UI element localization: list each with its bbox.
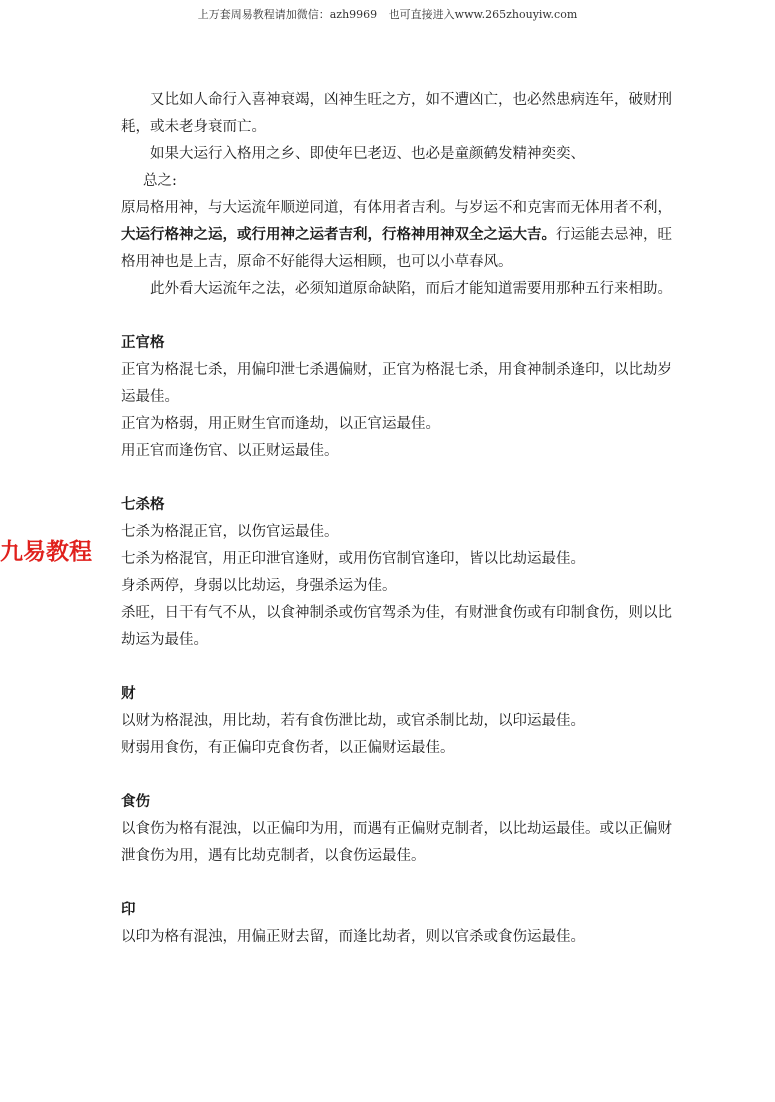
section-line: 身杀两停，身弱以比劫运，身强杀运为佳。 — [121, 578, 397, 594]
intro-paragraph-2: 如果大运行入格用之乡、即使年巳老迈、也必是童颜鹤发精神奕奕、 — [150, 146, 585, 162]
intro-p4-start: 原局格用神，与大运流年顺逆同道，有体用者吉利。与岁运不和克害而无体用者不利， — [121, 200, 672, 216]
section-line: 以印为格有混浊，用偏正财去留，而逢比劫者，则以官杀或食伤运最佳。 — [121, 929, 585, 945]
document-body — [121, 87, 677, 951]
section-line: 以食伤为格有混浊，以正偏印为用，而遇有正偏财克制者，以比劫运最佳。或以正偏财泄食伤为用，遇有比劫克制者，以食伤运最佳。 — [121, 821, 672, 864]
section-line: 用正官而逢伤官、以正财运最佳。 — [121, 443, 339, 459]
intro-paragraph-5: 此外看大运流年之法，必须知道原命缺陷，而后才能知道需要用那种五行来相助。 — [150, 281, 672, 297]
page-header — [0, 6, 775, 22]
section-title: 食伤 — [121, 794, 150, 810]
section-title: 正官格 — [121, 335, 165, 351]
section-line: 财弱用食伤，有正偏印克食伤者，以正偏财运最佳。 — [121, 740, 455, 756]
watermark-logo: 九易教程 — [0, 539, 92, 565]
intro-paragraph-1: 又比如人命行入喜神衰竭，凶神生旺之方，如不遭凶亡，也必然患病连年，破财刑耗，或未老身衰而亡。 — [121, 92, 672, 135]
intro-p4-bold: 大运行格神之运，或行用神之运者吉利，行格神用神双全之运大吉。 — [121, 227, 556, 243]
section-yin — [121, 897, 677, 951]
section-line: 七杀为格混官，用正印泄官逢财，或用伤官制官逢印，皆以比劫运最佳。 — [121, 551, 585, 567]
section-title: 财 — [121, 686, 136, 702]
section-zhengguan — [121, 330, 677, 465]
header-website-text: 也可直接进入www.265zhouyiw.com — [388, 8, 578, 21]
section-line: 七杀为格混正官，以伤官运最佳。 — [121, 524, 339, 540]
header-wechat-text: 上万套周易教程请加微信：azh9969 — [197, 8, 378, 21]
section-line: 以财为格混浊，用比劫，若有食伤泄比劫，或官杀制比劫，以印运最佳。 — [121, 713, 585, 729]
section-line: 正官为格弱，用正财生官而逢劫，以正官运最佳。 — [121, 416, 440, 432]
section-cai — [121, 681, 677, 762]
section-title: 七杀格 — [121, 497, 165, 513]
intro-p4-end: 行运能去忌神，旺格用神也是上吉，原命不好能得大运相顾，也可以小草春风。 — [121, 227, 672, 270]
section-line: 正官为格混七杀，用偏印泄七杀遇偏财，正官为格混七杀，用食神制杀逢印，以比劫岁运最佳。 — [121, 362, 672, 405]
section-title: 印 — [121, 902, 136, 918]
section-line: 杀旺，日干有气不从，以食神制杀或伤官驾杀为佳，有财泄食伤或有印制食伤，则以比劫运为最佳。 — [121, 605, 672, 648]
intro-summary-label: 总之: — [143, 173, 177, 189]
section-shishang — [121, 789, 677, 870]
intro-paragraph-4 — [121, 195, 677, 276]
section-qisha — [121, 492, 677, 654]
